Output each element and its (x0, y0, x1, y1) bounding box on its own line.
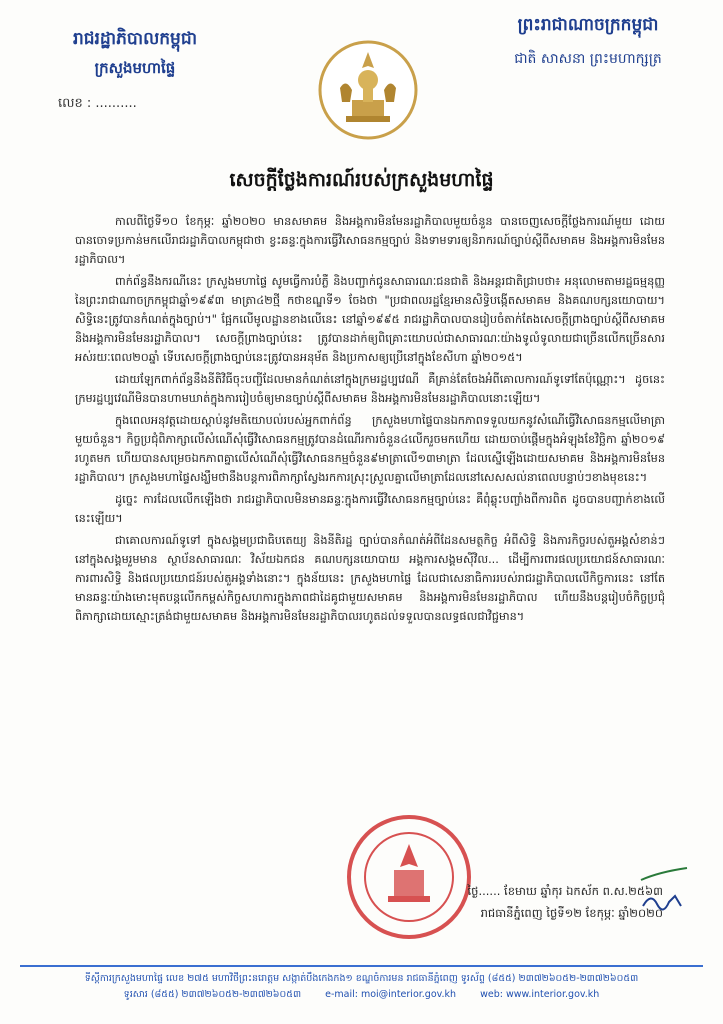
ministry-seal-icon (344, 812, 474, 942)
closing-block (468, 880, 663, 924)
ministry-name: ក្រសួងមហាផ្ទៃ (94, 59, 176, 77)
government-name: រាជរដ្ឋាភិបាលកម្ពុជា (72, 29, 198, 49)
signature-mark (635, 866, 695, 916)
footer (20, 965, 703, 1003)
footer-email: e-mail: moi@interior.gov.kh (325, 989, 457, 1000)
reference-number: លេខ : .......... (58, 96, 137, 111)
paragraph: ជាគោលការណ៍ទូទៅ ក្នុងសង្គមប្រជាធិបតេយ្យ និងនីតិរដ្ឋ ច្បាប់បានកំណត់អំពីដែនសមត្ថកិច្ច អំពីសិទ្ធិ និងភារកិច្ចរបស់តួអង្គសំខាន់ៗនៅក្នុងសង្គមរួមមាន ស្ថាប័នសាធារណៈ វិស័យឯកជន គណបក្សនយោបាយ អង្គការសង្គមស៊ីវិល... ដើម្បីការពារផលប្រយោជន៍សាធារណៈ ការពារសិទ្ធិ និងផលប្រយោជន៍របស់តួអង្គទាំងនោះ។ ក្នុងន័យនេះ ក្រសួងមហាផ្ទៃ ដែលជាសេនាធិការរបស់រាជរដ្ឋាភិបាលលើកិច្ចការនេះ នៅតែមានឆន្ទៈយ៉ាងមោះមុតបន្តលើកកម្ពស់កិច្ចសហការក្នុងភាពជាដៃគូជាមួយសមាគម និងអង្គការមិនមែនរដ្ឋាភិបាល ហើយនឹងបន្តរៀបចំកិច្ចប្រជុំពិភាក្សាដោយស្មោះត្រង់ជាមួយសមាគម និងអង្គការមិនមែនរដ្ឋាភិបាលរហូតដល់ទទួលបានលទ្ធផលជាវិជ្ជមាន។ (75, 534, 665, 623)
header-left (40, 28, 230, 114)
header-right (483, 14, 693, 70)
paragraph: ក្នុងពេលអនុវត្តដោយស្តាប់នូវមតិយោបល់របស់អ្នកពាក់ព័ន្ធ ក្រសួងមហាផ្ទៃបានឯកភាពទទួលយកនូវសំណើធ្វើវិសោធនកម្មលើមាត្រាមួយចំនួន។ កិច្ចប្រជុំពិភាក្សាលើសំណើសុំធ្វើវិសោធនកម្មត្រូវបានដំណើរការចំនួន៤លើករួចមកហើយ ដោយចាប់ផ្តើមក្នុងអំឡុងខែវិច្ឆិកា ឆ្នាំ២០១៩ រហូតមក ហើយបានសម្រេចឯកភាពគ្នាលើសំណើសុំធ្វើវិសោធនកម្មចំនួន៩មាត្រាលើ១៣មាត្រា ដែលស្នើឡើងដោយសមាគម និងអង្គការមិនមែនរដ្ឋាភិបាល។ ក្រសួងមហាផ្ទៃសង្ឃឹមថានឹងបន្តការពិភាក្សាស្វែងរកការស្រុះស្រួលគ្នាលើមាត្រាដែលនៅសេសសល់នាពេលបន្ទាប់ៗខាងមុខនេះ។ (75, 414, 665, 484)
document-body (75, 212, 665, 902)
place-date: រាជធានីភ្នំពេញ ថ្ងៃទី១២ ខែកុម្ភៈ ឆ្នាំ២០២០ (480, 906, 663, 920)
footer-fax: ទូរសារ (៨៥៥) ២៣៧២៦០៥២-២៣៧២៦០៥៣ (123, 989, 302, 1000)
national-motto: ជាតិ សាសនា ព្រះមហាក្សត្រ (514, 51, 662, 67)
kingdom-name: ព្រះរាជាណាចក្រកម្ពុជា (517, 15, 659, 35)
paragraph: ដូច្នេះ ការដែលលើកឡើងថា រាជរដ្ឋាភិបាលមិនមានឆន្ទៈក្នុងការធ្វើវិសោធនកម្មច្បាប់នេះ គឺពុំឆ្លុះបញ្ចាំងពីការពិត ដូចបានបញ្ជាក់ខាងលើនេះឡើយ។ (75, 493, 665, 525)
paragraph: ដោយឡែកពាក់ព័ន្ធនឹងនីតិវិធីចុះបញ្ជីដែលមានកំណត់នៅក្នុងក្រមរដ្ឋប្បវេណី គឺគ្រាន់តែចែងអំពីគោលការណ៍ទូទៅតែប៉ុណ្ណោះ។ ដូចនេះ ក្រមរដ្ឋប្បវេណីមិនបានហាមឃាត់ក្នុងការរៀបចំឲ្យមានច្បាប់ស្តីពីសមាគម និងអង្គការមិនមែនរដ្ឋាភិបាលនោះឡើយ។ (75, 373, 665, 405)
footer-web: web: www.interior.gov.kh (480, 989, 600, 1000)
footer-address: ទីស្តីការក្រសួងមហាផ្ទៃ លេខ ២៧៥ មហាវិថីព្រះនរោត្តម សង្កាត់បឹងកេងកង១ ខណ្ឌចំការមន រាជធានីភ្នំពេញ ទូរស័ព្ទ (៨៥៥) ២៣៧២៦០៥២-២៣៧២៦០៥៣ (84, 973, 639, 984)
paragraph: កាលពីថ្ងៃទី១០ ខែកុម្ភៈ ឆ្នាំ២០២០ មានសមាគម និងអង្គការមិនមែនរដ្ឋាភិបាលមួយចំនួន បានចេញសេចក្តីថ្លែងការណ៍មួយ ដោយបានចោទប្រកាន់មកលើរាជរដ្ឋាភិបាលកម្ពុជាថា ខ្វះឆន្ទៈក្នុងការធ្វើវិសោធនកម្មច្បាប់ និងទាមទារឲ្យនិរាករណ៍ច្បាប់ស្តីពីសមាគម និងអង្គការមិនមែនរដ្ឋាភិបាល។ (75, 215, 665, 266)
paragraph: ពាក់ព័ន្ធនឹងករណីនេះ ក្រសួងមហាផ្ទៃ សូមធ្វើការបំភ្លឺ និងបញ្ជាក់ជូនសាធារណៈជនជាតិ និងអន្តរជាតិជ្រាបថា៖ អនុលោមតាមរដ្ឋធម្មនុញ្ញ នៃព្រះរាជាណាចក្រកម្ពុជាឆ្នាំ១៩៩៣ មាត្រា៤២ថ្មី កថាខណ្ឌទី១ ចែងថា "ប្រជាពលរដ្ឋខ្មែរមានសិទ្ធិបង្កើតសមាគម និងគណបក្សនយោបាយ។ សិទ្ធិនេះត្រូវបានកំណត់ក្នុងច្បាប់។" ផ្អែកលើមូលដ្ឋានខាងលើនេះ នៅឆ្នាំ១៩៩៥ រាជរដ្ឋាភិបាលបានរៀបចំតាក់តែងសេចក្តីព្រាងច្បាប់ស្តីពីសមាគម និងអង្គការមិនមែនរដ្ឋាភិបាល។ សេចក្តីព្រាងច្បាប់នេះ ត្រូវបានដាក់ឲ្យពិគ្រោះយោបល់ជាសាធារណៈយ៉ាងទូលំទូលាយជាច្រើនលើកច្រើនសារ អស់រយៈពេល២០ឆ្នាំ ទើបសេចក្តីព្រាងច្បាប់នេះត្រូវបានអនុម័ត និងប្រកាសឲ្យប្រើនៅក្នុងខែសីហា ឆ្នាំ២០១៥។ (75, 275, 665, 364)
royal-emblem-icon (316, 38, 420, 142)
lunar-date: ថ្ងៃ...... ខែមាឃ ឆ្នាំកុរ ឯកស័ក ព.ស.២៥៦៣ (467, 884, 663, 898)
document-title: សេចក្តីថ្លែងការណ៍របស់ក្រសួងមហាផ្ទៃ (229, 169, 494, 191)
